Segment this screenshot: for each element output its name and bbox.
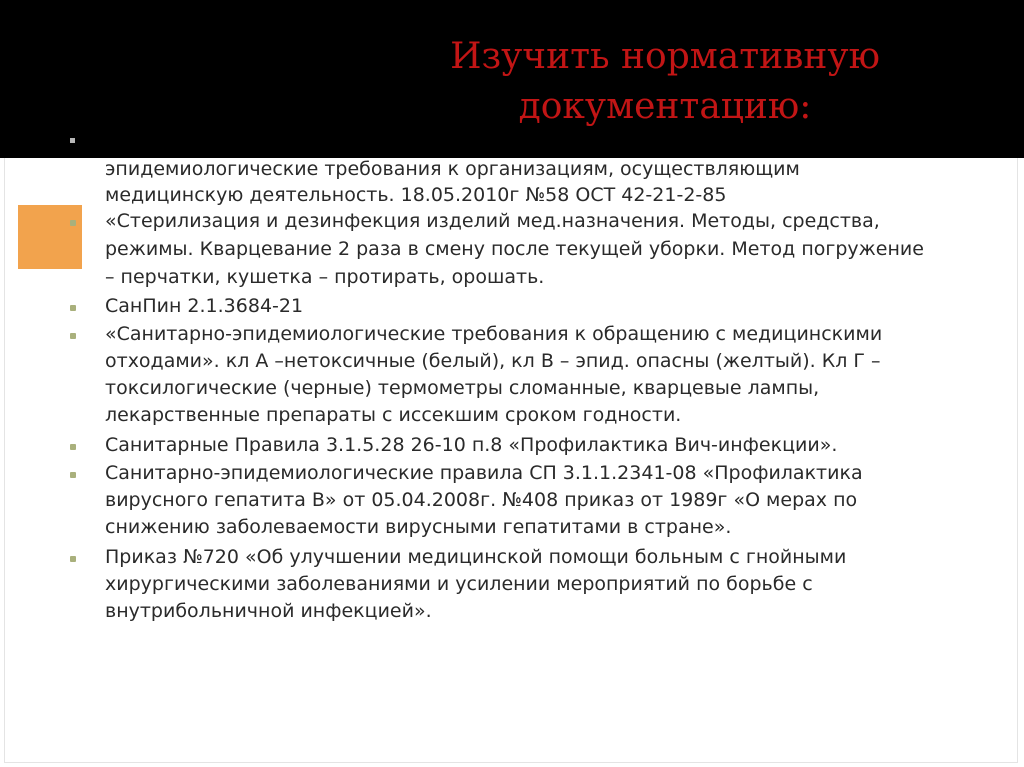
text-line: СанПин 2.1.3684-21 [105, 295, 304, 317]
text-line: отходами». кл А –нетоксичные (белый), кл В – эпид. опасны (желтый). Кл Г – [105, 350, 881, 372]
text-line: эпидемиологические требования к организациям, осуществляющим [105, 158, 800, 180]
text-line: снижению заболеваемости вирусными гепатитами в стране». [105, 516, 732, 538]
text-line: хирургическими заболеваниями и усилении мероприятий по борьбе с [105, 573, 813, 595]
text-line: «Санитарно-эпидемиологические требования к обращению с медицинскими [105, 323, 883, 345]
text-line: «Стерилизация и дезинфекция изделий мед.назначения. Методы, средства, [105, 210, 880, 232]
text-line: вирусного гепатита В» от 05.04.2008г. №408 приказ от 1989г «О мерах по [105, 489, 858, 511]
title-line: документацию: [518, 86, 812, 127]
text-line: – перчатки, кушетка – протирать, орошать. [105, 266, 545, 288]
text-line: Санитарно-эпидемиологические правила СП 3.1.1.2341-08 «Профилактика [105, 462, 863, 484]
bullet-icon [70, 556, 76, 562]
text-line: внутрибольничной инфекцией». [105, 600, 432, 622]
bullet-icon [70, 305, 76, 311]
text-line: лекарственные препараты с иссекшим сроком годности. [105, 404, 682, 426]
bullet-icon [70, 444, 76, 450]
bullet-icon [70, 220, 76, 226]
title-bar [0, 0, 1024, 158]
bullet-icon [70, 138, 75, 143]
text-line: режимы. Кварцевание 2 раза в смену после текущей уборки. Метод погружение [105, 238, 924, 260]
slide-title [405, 32, 925, 132]
bullet-icon [70, 472, 76, 478]
text-line: токсилогические (черные) термометры сломанные, кварцевые лампы, [105, 377, 820, 399]
title-line: Изучить нормативную [450, 36, 880, 77]
bullet-icon [70, 333, 76, 339]
text-line: медицинскую деятельность. 18.05.2010г №58 ОСТ 42-21-2-85 [105, 184, 727, 206]
text-line: Приказ №720 «Об улучшении медицинской помощи больным с гнойными [105, 546, 847, 568]
text-line: Санитарные Правила 3.1.5.28 26-10 п.8 «Профилактика Вич-инфекции». [105, 434, 838, 456]
